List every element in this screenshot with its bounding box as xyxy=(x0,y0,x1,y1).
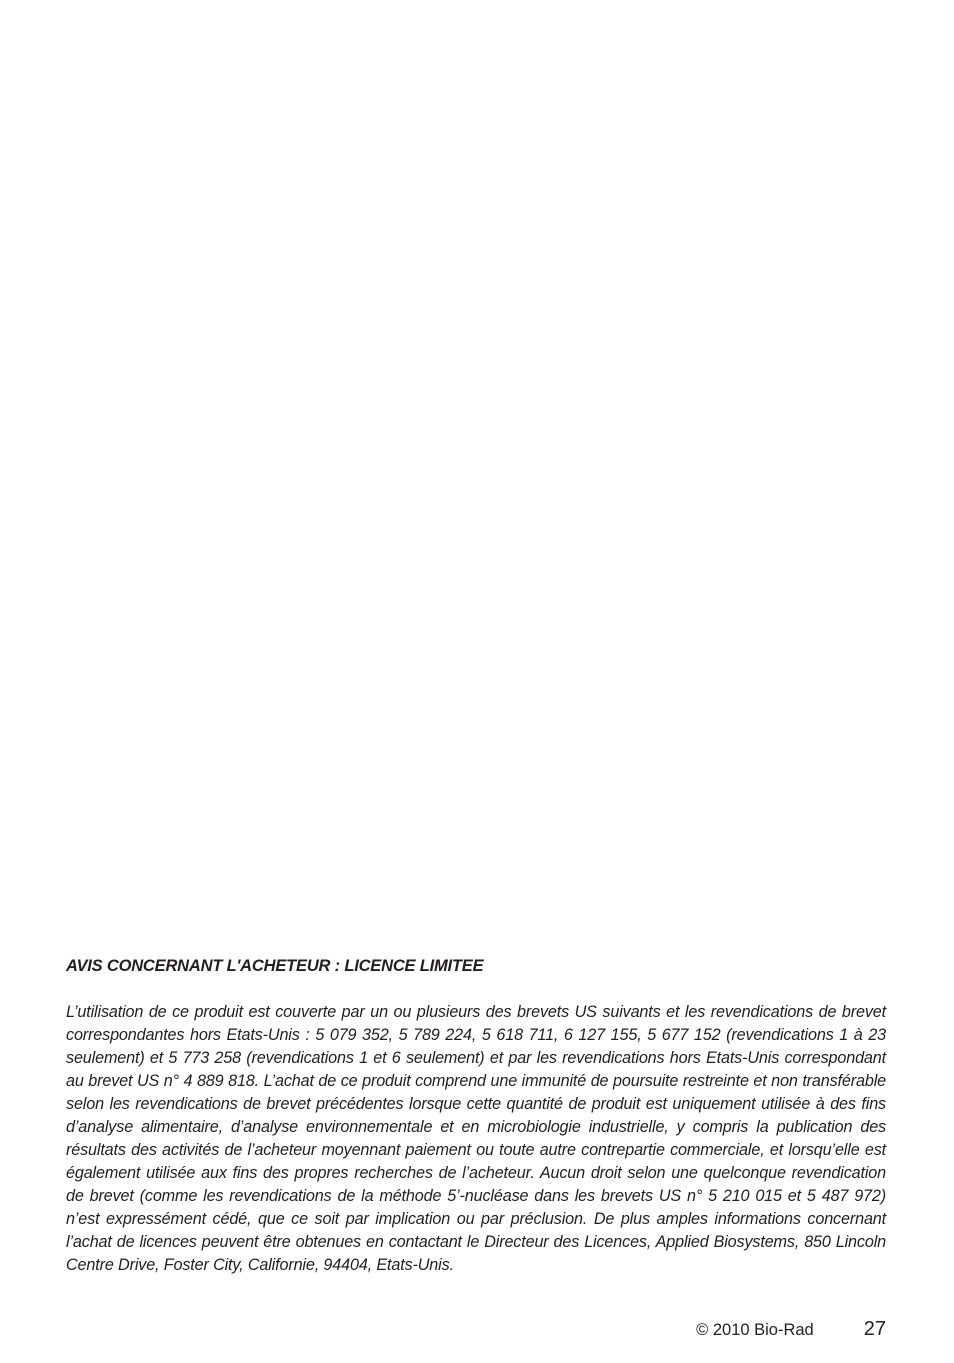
page-footer xyxy=(696,1318,886,1341)
purchaser-notice xyxy=(66,955,886,1277)
copyright-text: © 2010 Bio-Rad xyxy=(696,1321,814,1339)
notice-body: L’utilisation de ce produit est couverte par un ou plusieurs des brevets US suivants et les revendications de brevet correspondantes hors Etats-Unis : 5 079 352, 5 789 224, 5 618 711, 6 127 155, 5 677 152 (revendications 1 à 23 seulement) et 5 773 258 (revendications 1 et 6 seulement) et par les revendications hors Etats-Unis correspondant au brevet US n° 4 889 818. L’achat de ce produit comprend une immunité de poursuite restreinte et non transférable selon les revendications de brevet précédentes lorsque cette quantité de produit est uniquement utilisée à des fins d’analyse alimentaire, d’analyse environnementale et en microbiologie industrielle, y compris la publication des résultats des activités de l’acheteur moyennant paiement ou toute autre contrepartie commerciale, et lorsqu’elle est également utilisée aux fins des propres recherches de l’acheteur. Aucun droit selon une quelconque revendication de brevet (comme les revendications de la méthode 5’-nucléase dans les brevets US n° 5 210 015 et 5 487 972) n’est expressément cédé, que ce soit par implication ou par préclusion. De plus amples informations concernant l’achat de licences peuvent être obtenues en contactant le Directeur des Licences, Applied Biosystems, 850 Lincoln Centre Drive, Foster City, Californie, 94404, Etats-Unis. xyxy=(66,1003,886,1274)
notice-title: AVIS CONCERNANT L'ACHETEUR : LICENCE LIMITEE xyxy=(66,957,484,975)
page-number: 27 xyxy=(863,1318,886,1340)
